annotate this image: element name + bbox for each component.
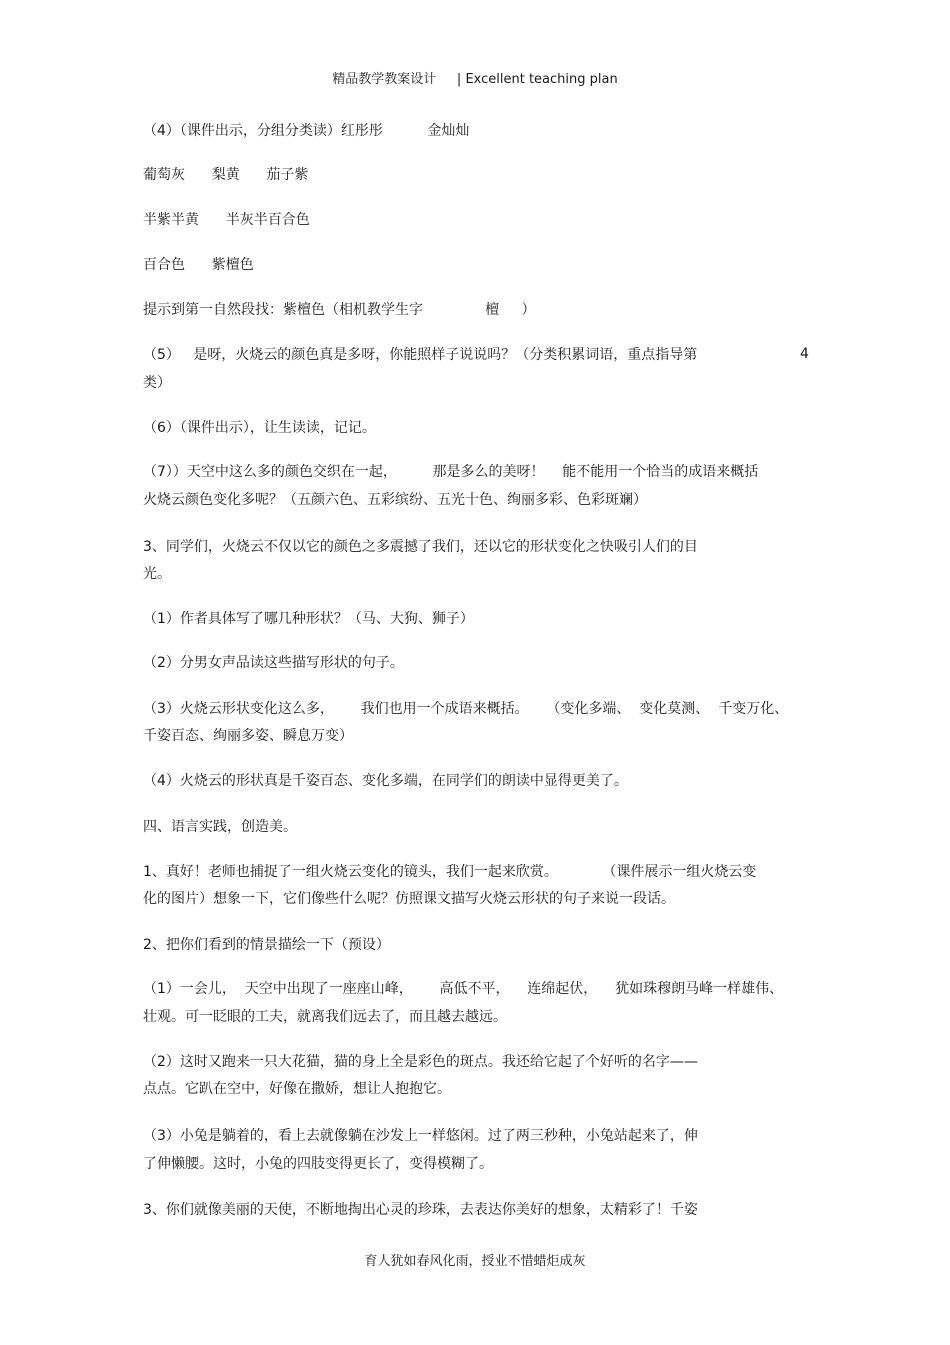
text-line: （3）火烧云形状变化这么多， 我们也用一个成语来概括。 （变化多端、 变化莫测、 千变万化、 xyxy=(143,701,789,717)
text-line: （1）一会儿， 天空中出现了一座座山峰， 高低不平， 连绵起伏， 犹如珠穆朗马峰一样雄伟、 xyxy=(143,981,784,997)
text-line: （2）分男女声品读这些描写形状的句子。 xyxy=(143,655,404,671)
text-line-suffix: 4 xyxy=(800,346,809,362)
text-line: 化的图片）想象一下，它们像些什么呢？仿照课文描写火烧云形状的句子来说一段话。 xyxy=(143,891,675,907)
text-line: （1）作者具体写了哪几种形状？（马、大狗、狮子） xyxy=(143,611,474,627)
text-line: （3）小兔是躺着的，看上去就像躺在沙发上一样悠闲。过了两三秒种，小兔站起来了，伸 xyxy=(143,1128,698,1144)
text-line: （5） 是呀，火烧云的颜色真是多呀，你能照样子说说吗？（分类积累词语，重点指导第 xyxy=(143,347,698,363)
text-line: （2）这时又跑来一只大花猫，猫的身上全是彩色的斑点。我还给它起了个好听的名字—— xyxy=(143,1054,698,1070)
text-line: 葡萄灰 梨黄 茄子紫 xyxy=(143,167,309,183)
text-line: 1、真好！老师也捕捉了一组火烧云变化的镜头，我们一起来欣赏。 （课件展示一组火烧云变 xyxy=(143,864,757,880)
text-line: 2、把你们看到的情景描绘一下（预设） xyxy=(143,937,390,953)
text-line: 点点。它趴在空中，好像在撒娇，想让人抱抱它。 xyxy=(143,1081,451,1097)
text-line: 百合色 紫檀色 xyxy=(143,257,254,273)
text-line: 壮观。可一眨眼的工夫，就离我们远去了，而且越去越远。 xyxy=(143,1009,507,1025)
text-line: 火烧云颜色变化多呢？（五颜六色、五彩缤纷、五光十色、绚丽多彩、色彩斑斓） xyxy=(143,492,647,508)
text-line: 3、你们就像美丽的天使，不断地掏出心灵的珍珠，去表达你美好的想象，太精彩了！千姿 xyxy=(143,1202,698,1218)
text-line: 3、同学们，火烧云不仅以它的颜色之多震撼了我们，还以它的形状变化之快吸引人们的目 xyxy=(143,539,698,555)
text-line: 四、语言实践，创造美。 xyxy=(143,819,297,835)
text-line: 了伸懒腰。这时，小兔的四肢变得更长了，变得模糊了。 xyxy=(143,1156,493,1172)
text-line: 半紫半黄 半灰半百合色 xyxy=(143,212,310,228)
text-line: （4）火烧云的形状真是千姿百态、变化多端，在同学们的朗读中显得更美了。 xyxy=(143,773,628,789)
text-line: 类） xyxy=(143,375,171,391)
text-line: 提示到第一自然段找：紫檀色（相机教学生字 檀 ） xyxy=(143,302,536,318)
page-header: 精品教学教案设计 | Excellent teaching plan xyxy=(332,72,618,87)
text-line: （6）（课件出示），让生读读，记记。 xyxy=(143,420,376,436)
text-line: 光。 xyxy=(143,566,171,582)
text-line: （4）（课件出示，分组分类读）红彤彤 金灿灿 xyxy=(143,123,470,139)
page-footer: 育人犹如春风化雨，授业不惜蜡炬成灰 xyxy=(364,1254,586,1269)
text-line: （7））天空中这么多的颜色交织在一起， 那是多么的美呀！ 能不能用一个恰当的成语来概括 xyxy=(143,464,759,480)
text-line: 千姿百态、绚丽多姿、瞬息万变） xyxy=(143,728,353,744)
